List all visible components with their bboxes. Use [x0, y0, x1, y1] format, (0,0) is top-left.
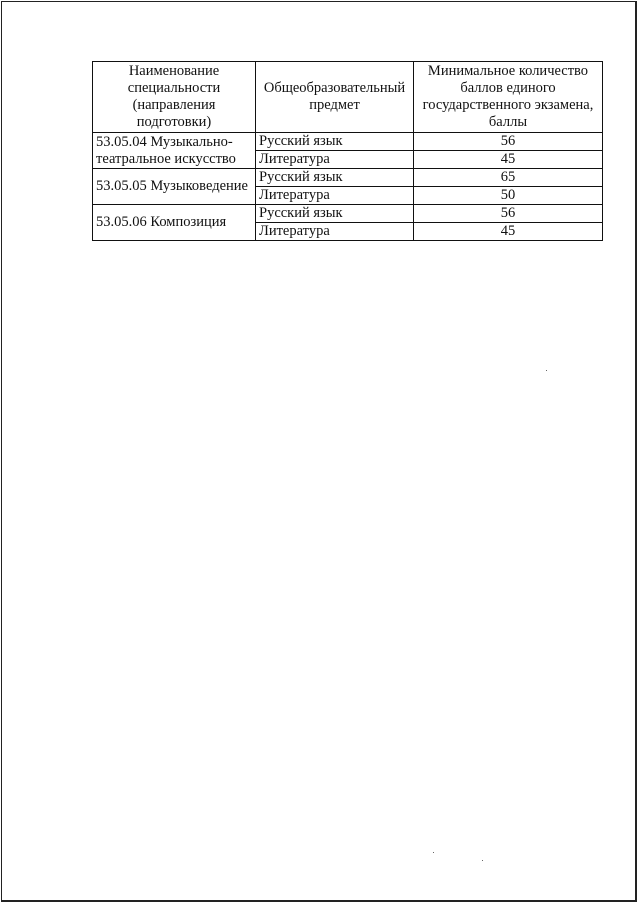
table-row: [93, 133, 603, 151]
score-cell: 65: [414, 169, 603, 187]
table-row: [93, 169, 603, 187]
score-cell: 45: [414, 223, 603, 241]
subject-cell: Русский язык: [256, 169, 414, 187]
header-specialty: Наименование специальности (направления подготовки): [93, 62, 256, 133]
header-min-score: Минимальное количество баллов единого государственного экзамена, баллы: [414, 62, 603, 133]
subject-cell: Литература: [256, 151, 414, 169]
subject-cell: Литература: [256, 187, 414, 205]
scan-speck: [433, 852, 434, 853]
score-cell: 56: [414, 205, 603, 223]
table-row: [93, 205, 603, 223]
subject-cell: Русский язык: [256, 133, 414, 151]
specialty-cell: 53.05.06 Композиция: [93, 205, 256, 241]
specialty-cell: 53.05.04 Музыкально-театральное искусство: [93, 133, 256, 169]
scan-speck: [482, 860, 483, 861]
specialty-cell: 53.05.05 Музыковедение: [93, 169, 256, 205]
header-subject: Общеобразовательный предмет: [256, 62, 414, 133]
score-cell: 50: [414, 187, 603, 205]
scan-speck: [546, 370, 547, 371]
subject-cell: Литература: [256, 223, 414, 241]
min-scores-table: [92, 61, 603, 241]
score-cell: 56: [414, 133, 603, 151]
subject-cell: Русский язык: [256, 205, 414, 223]
score-cell: 45: [414, 151, 603, 169]
table-header-row: [93, 62, 603, 133]
